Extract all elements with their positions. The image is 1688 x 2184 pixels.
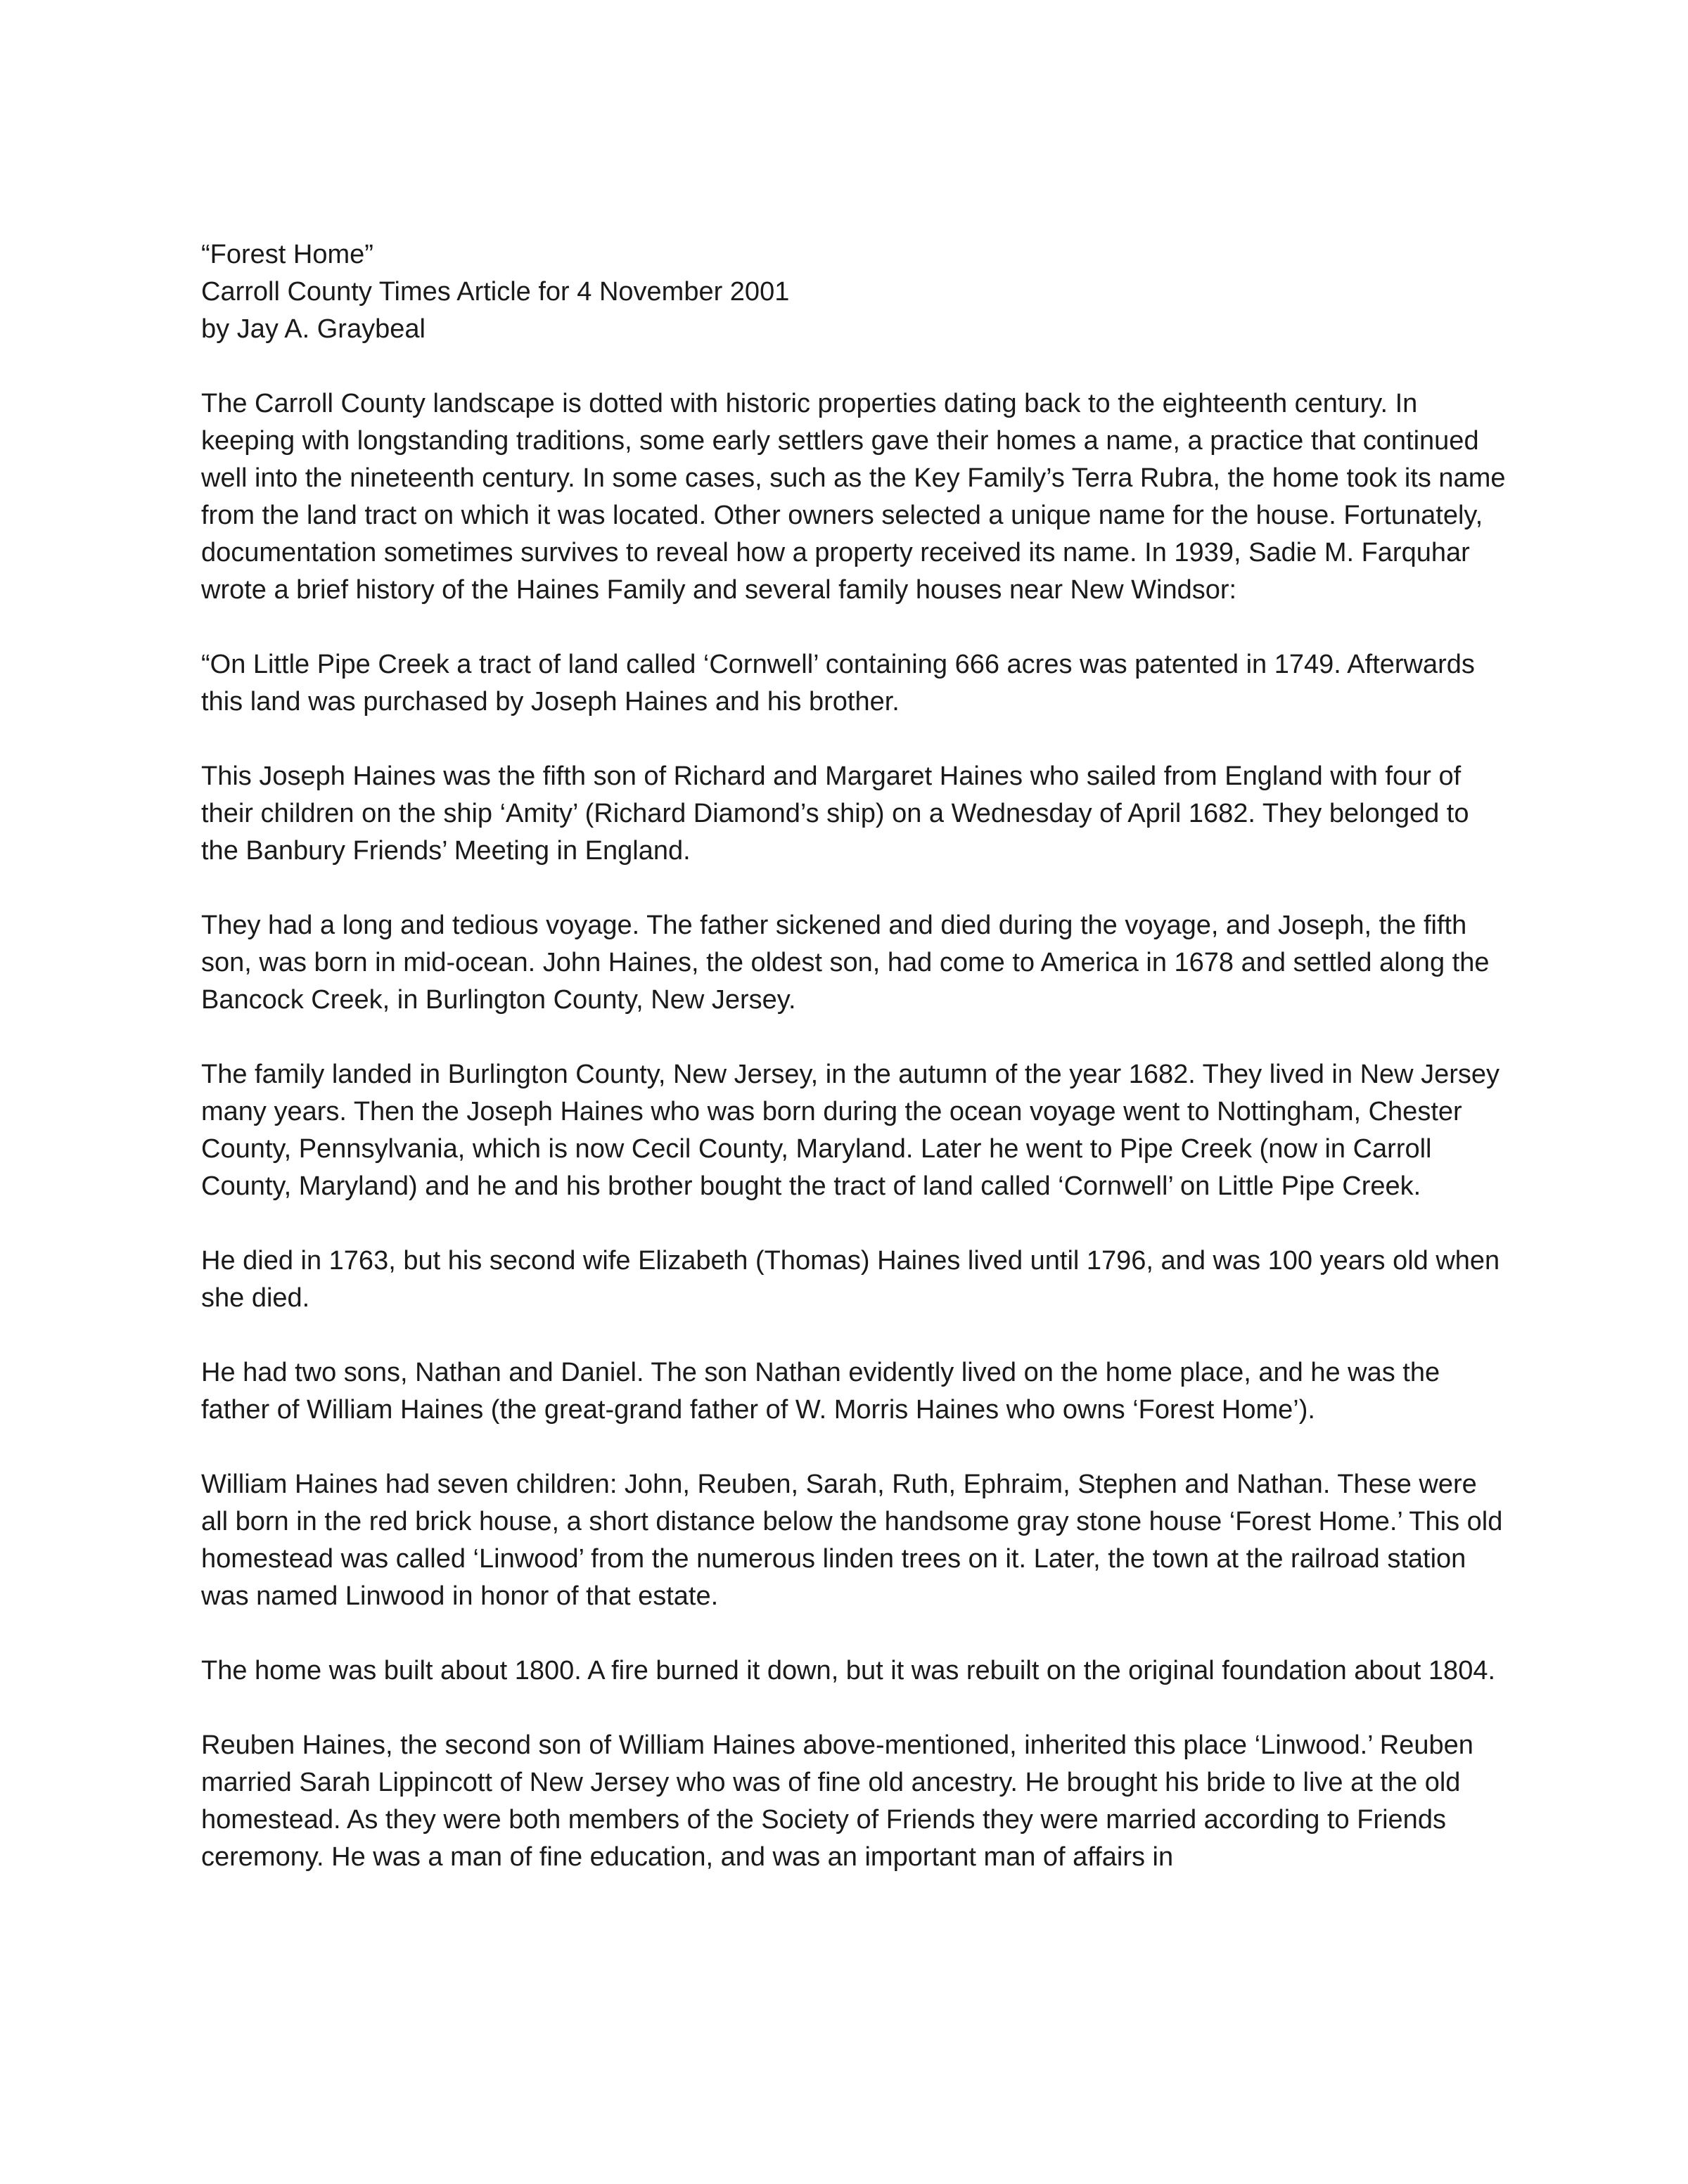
body-paragraph-9: The home was built about 1800. A fire burned it down, but it was rebuilt on the original foundation about 1804. — [201, 1656, 1496, 1685]
article-header — [201, 236, 1509, 348]
body-paragraph-5: The family landed in Burlington County, New Jersey, in the autumn of the year 1682. They lived in New Jersey many years. Then the Joseph Haines who was born during the ocean voyage went to Nottingham, Chester County, Pennsylvania, which is now Cecil County, Maryland. Later he went to Pipe Creek (now in Carroll County, Maryland) and he and his brother bought the tract of land called ‘Cornwell’ on Little Pipe Creek. — [201, 1060, 1500, 1201]
article-byline: by Jay A. Graybeal — [201, 314, 426, 344]
body-paragraph-6: He died in 1763, but his second wife Elizabeth (Thomas) Haines lived until 1796, and was 100 years old when she died. — [201, 1246, 1500, 1313]
body-paragraph-4: They had a long and tedious voyage. The father sickened and died during the voyage, and Joseph, the fifth son, was born in mid-ocean. John Haines, the oldest son, had come to America in 1678 and settled along the Bancock Creek, in Burlington County, New Jersey. — [201, 911, 1490, 1015]
body-paragraph-10: Reuben Haines, the second son of William Haines above-mentioned, inherited this place ‘Linwood.’ Reuben married Sarah Lippincott of New Jersey who was of fine old ancestry. He brought his bride to live at the old homestead. As they were both members of the Society of Friends they were married according to Friends ceremony. He was a man of fine education, and was an important man of affairs in — [201, 1730, 1473, 1872]
article-publication-line: Carroll County Times Article for 4 November 2001 — [201, 277, 790, 307]
body-paragraph-2: “On Little Pipe Creek a tract of land called ‘Cornwell’ containing 666 acres was patented in 1749. Afterwards this land was purchased by Joseph Haines and his brother. — [201, 650, 1475, 717]
article-title: “Forest Home” — [201, 240, 373, 269]
body-paragraph-3: This Joseph Haines was the fifth son of Richard and Margaret Haines who sailed from England with four of their children on the ship ‘Amity’ (Richard Diamond’s ship) on a Wednesday of April 1682. They belonged to the Banbury Friends’ Meeting in England. — [201, 762, 1469, 866]
document-page — [201, 236, 1509, 1876]
body-paragraph-7: He had two sons, Nathan and Daniel. The son Nathan evidently lived on the home place, and he was the father of William Haines (the great-grand father of W. Morris Haines who owns ‘Forest Home’). — [201, 1358, 1440, 1425]
body-paragraph-8: William Haines had seven children: John, Reuben, Sarah, Ruth, Ephraim, Stephen and Nathan. These were all born in the red brick house, a short distance below the handsome gray stone house ‘Forest Home.’ This old homestead was called ‘Linwood’ from the numerous linden trees on it. Later, the town at the railroad station was named Linwood in honor of that estate. — [201, 1470, 1503, 1611]
body-paragraph-1: The Carroll County landscape is dotted with historic properties dating back to the eighteenth century. In keeping with longstanding traditions, some early settlers gave their homes a name, a practice that continued well into the nineteenth century. In some cases, such as the Key Family’s Terra Rubra, the home took its name from the land tract on which it was located. Other owners selected a unique name for the house. Fortunately, documentation sometimes survives to reveal how a property received its name. In 1939, Sadie M. Farquhar wrote a brief history of the Haines Family and several family houses near New Windsor: — [201, 389, 1506, 605]
